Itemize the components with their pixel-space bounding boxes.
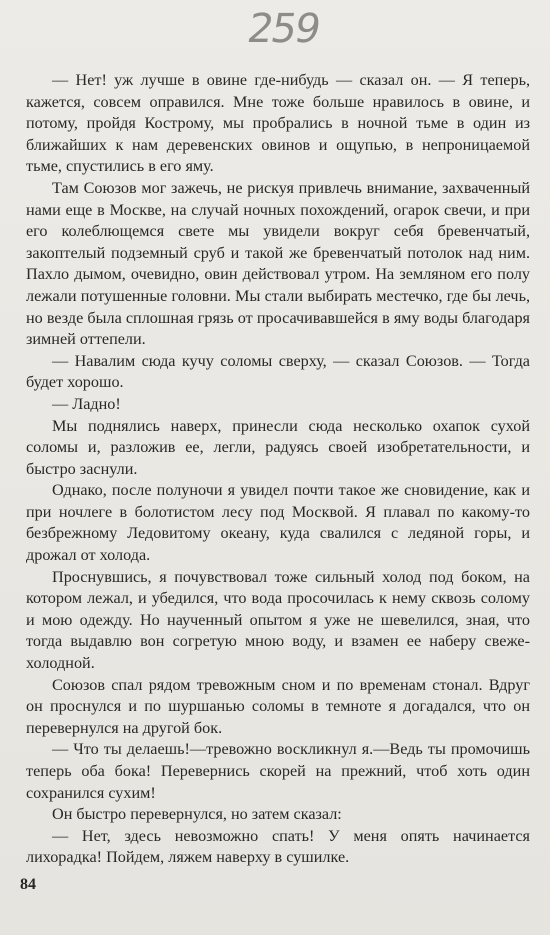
paragraph-3: — Навалим сюда кучу соломы сверху, — сказал Союзов. — Тогда будет хорошо. [26,351,530,392]
paragraph-4: — Ладно! [52,394,121,413]
paragraph-8: Союзов спал рядом тревожным сном и по временам стонал. Вдруг он проснулся и по шуршанью соломы в темноте я догадался, что он перевернулся на другой бок. [26,675,530,737]
paragraph-9: — Что ты делаешь!—тревожно воскликнул я.—Ведь ты промочишь теперь оба бока! Перевернись скорей на прежний, чтоб хоть один сохранился сухим! [26,740,530,802]
paragraph-11: — Нет, здесь невозможно спать! У меня опять начинается лихорадка! Пойдем, ляжем наверху в сушилке. [26,826,530,867]
paragraph-7: Проснувшись, я почувствовал тоже сильный холод под боком, на котором лежал, и убедился, что вода просочилась к нему сквозь солому и мою одежду. Но наученный опытом я уже не шевелился, зная, что тогда выдавлю вон согретую мною воду, и взамен ее наберу свеже-холодной. [26,567,530,673]
page-number: 84 [20,876,36,893]
paragraph-1: — Нет! уж лучше в овине где-нибудь — сказал он. — Я теперь, кажется, совсем оправился. Мне тоже больше нравилось в овине, и потому, пройдя Кострому, мы пробрались в ночной тьме в один из ближайших к нам деревенских овинов и ощупью, в непроницаемой тьме, спустились в его яму. [26,71,530,176]
handwritten-page-number: 259 [243,6,323,52]
paragraph-6: Однако, после полуночи я увидел почти такое же сновидение, как и при ночлеге в болотистом лесу под Москвой. Я плавал по какому-то безбрежному Ледовитому океану, куда свалился с ледяной горы, и дрожал от холода. [26,481,530,565]
paragraph-10: Он быстро перевернулся, но затем сказал: [52,805,342,824]
body-text [26,70,530,869]
paragraph-5: Мы поднялись наверх, принесли сюда несколько охапок сухой соломы и, разложив ее, легли, радуясь своей изобретательности, и быстро заснули. [26,416,530,478]
paragraph-2: Там Союзов мог зажечь, не рискуя привлечь внимание, захваченный нами еще в Москве, на случай ночных похождений, огарок свечи, и при его колеблющемся свете мы увидели вокруг себя бревенчатый, закоптелый подземный сруб и такой же бревенчатый потолок над ним. Пахло дымом, очевидно, овин действовал утром. На земляном его полу лежали потушенные головни. Мы стали выбирать местечко, где бы лечь, но везде была сплошная грязь от просачивавшейся в яму воды благодаря зимней оттепели. [26,178,530,349]
